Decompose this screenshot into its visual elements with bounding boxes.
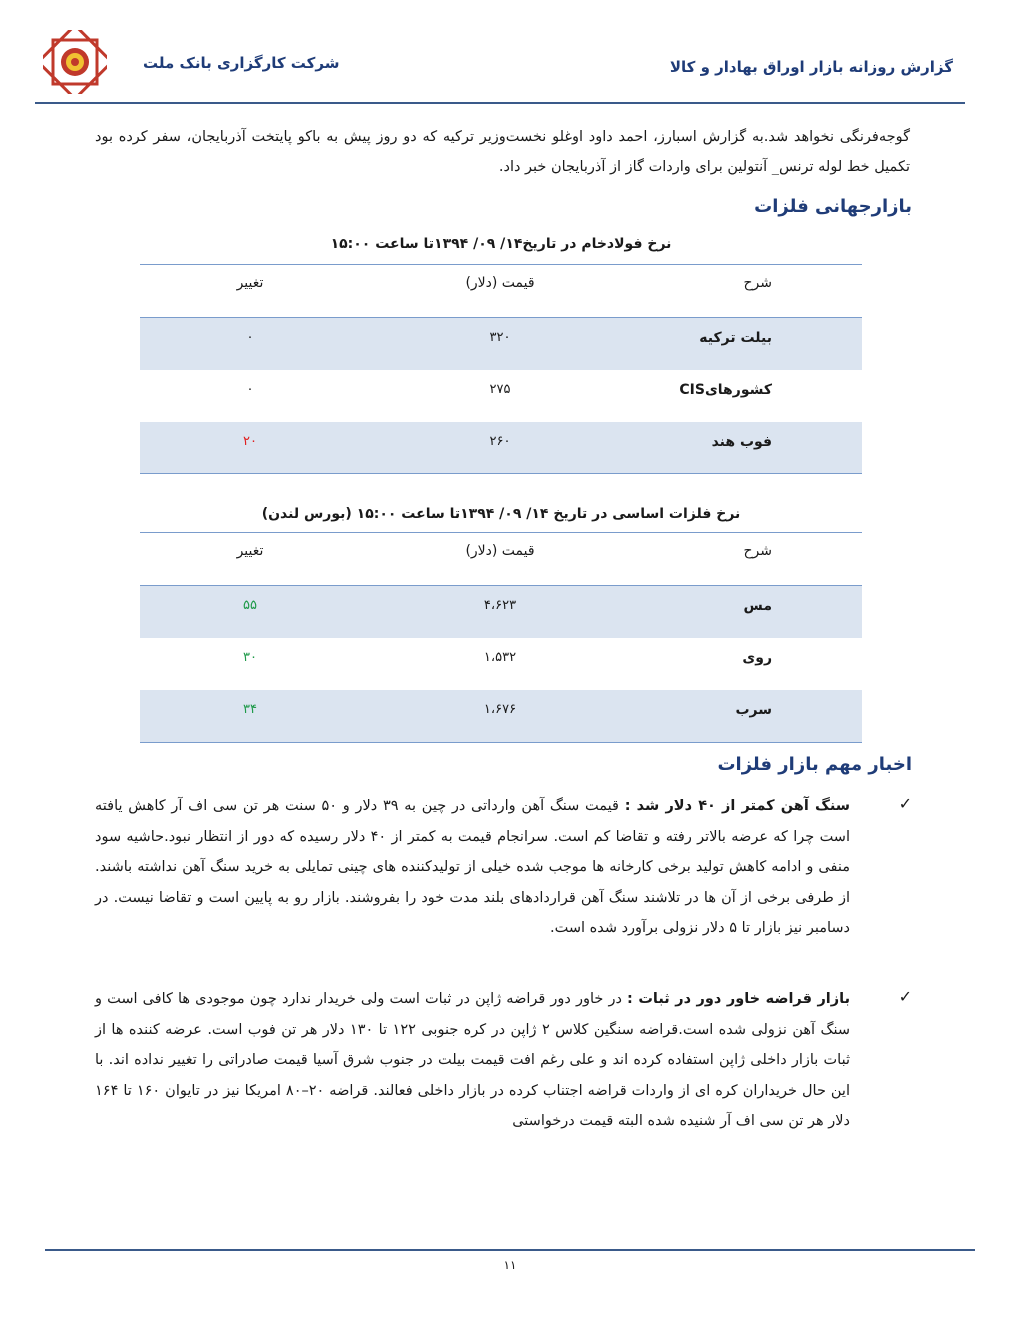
table-row [140, 370, 862, 422]
table-caption: نرخ فلزات اساسی در تاریخ ۱۴/ ۰۹/ ۱۳۹۴تا ساعت ۱۵:۰۰ (بورس لندن) [261, 506, 741, 522]
table-caption: نرخ فولادخام در تاریخ۱۴/ ۰۹/ ۱۳۹۴تا ساعت ۱۵:۰۰ [330, 236, 672, 252]
row-price: ۲۷۵ [489, 382, 511, 397]
table-bottom-border [140, 742, 862, 743]
row-desc: مس [743, 598, 772, 614]
table-row [140, 638, 862, 690]
base-metals-price-table [140, 504, 862, 744]
table-header-row [140, 532, 862, 586]
header-price: قیمت (دلار) [465, 275, 535, 291]
news-title: سنگ آهن کمتر از ۴۰ دلار شد : [624, 798, 851, 814]
row-desc: کشورهایCIS [679, 382, 772, 398]
table-row [140, 586, 862, 638]
row-change: ۲۰ [243, 434, 257, 449]
row-change: ۵۵ [243, 598, 257, 613]
footer-divider [45, 1249, 975, 1251]
row-desc: بیلت ترکیه [699, 330, 772, 346]
row-price: ۱،۶۷۶ [483, 702, 517, 717]
row-desc: روی [742, 650, 772, 666]
news-title: بازار قراضه خاور دور در ثبات : [627, 991, 851, 1007]
header-price: قیمت (دلار) [465, 543, 535, 559]
row-price: ۱،۵۳۲ [483, 650, 517, 665]
header-desc: شرح [743, 543, 772, 559]
page-number: ۱۱ [503, 1258, 517, 1272]
intro-paragraph: گوجه‌فرنگی نخواهد شد.به گزارش اسبارز، احمد داود اوغلو نخست‌وزیر ترکیه که دو روز پیش به باکو پایتخت آذربایجان، سفر کرده بود تکمیل خط لوله ترنس_ آنتولین برای واردات گاز از آذربایجان خبر داد. [95, 129, 910, 175]
row-change: ۰ [246, 330, 254, 345]
table-row [140, 690, 862, 742]
news-item [95, 984, 850, 1137]
report-title: گزارش روزانه بازار اوراق بهادار و کالا [669, 58, 953, 76]
header-desc: شرح [743, 275, 772, 291]
header-change: تغییر [236, 543, 264, 559]
header-change: تغییر [236, 275, 264, 291]
news-item [95, 791, 850, 944]
row-change: ۰ [246, 382, 254, 397]
page-header [35, 22, 965, 104]
row-price: ۳۲۰ [489, 330, 511, 345]
checkmark-icon: ✓ [898, 987, 912, 1006]
header-divider [35, 102, 965, 104]
checkmark-icon: ✓ [898, 794, 912, 813]
table-bottom-border [140, 473, 862, 474]
table-row [140, 422, 862, 474]
news-body: در خاور دور قراضه ژاپن در ثبات است ولی خریدار ندارد چون موجودی ها کافی است و سنگ آهن نزولی شده است.قراضه سنگین کلاس ۲ ژاپن در کره جنوبی ۱۲۲ تا ۱۳۰ دلار هر تن فوب است. عرضه کننده ها از ثبات بازار داخلی ژاپن استفاده کرده اند و علی رغم افت قیمت بیلت در جنوب شرق آسیا قیمت صادراتی را تغییر نداده اند. با این حال خریداران کره ای از واردات قراضه اجتناب کرده در بازار داخلی فعالند. قراضه ۲۰–۸۰ امریکا نیز در تایوان ۱۶۰ تا ۱۶۴ دلار هر تن سی اف آر شنیده شده البته قیمت درخواستی [95, 991, 851, 1129]
section-heading-news: اخبار مهم بازار فلزات [717, 754, 912, 775]
row-desc: سرب [735, 702, 772, 718]
news-body: قیمت سنگ آهن وارداتی در چین به ۳۹ دلار و ۵۰ سنت هر تن سی اف آر کاهش یافته است چرا که عرضه بالاتر رفته و تقاضا کم است. سرانجام قیمت به کمتر از ۴۰ دلار رسیده که دور از انتظار نبود.حاشیه سود منفی و ادامه کاهش تولید برخی کارخانه ها موجب شده خیلی از تولیدکننده های چینی تمایلی به خرید سنگ آهن نداشته باشند. از طرفی برخی از آن ها در تلاشند سنگ آهن قراردادهای بلند مدت خود را بفروشند. بازار رو به پایین است و تقاضا نیست. در دسامبر نیز بازار تا ۵ دلار نزولی برآورد شده است. [95, 798, 850, 936]
steel-price-table [140, 234, 862, 474]
table-header-row [140, 264, 862, 318]
row-change: ۳۴ [243, 702, 257, 717]
table-row [140, 318, 862, 370]
row-change: ۳۰ [243, 650, 257, 665]
section-heading-global-metals: بازارجهانی فلزات [754, 196, 912, 217]
row-desc: فوب هند [711, 434, 772, 450]
bank-mellat-logo-icon [43, 30, 107, 94]
row-price: ۴،۶۲۳ [483, 598, 517, 613]
row-price: ۲۶۰ [489, 434, 511, 449]
company-name: شرکت کارگزاری بانک ملت [143, 54, 340, 72]
